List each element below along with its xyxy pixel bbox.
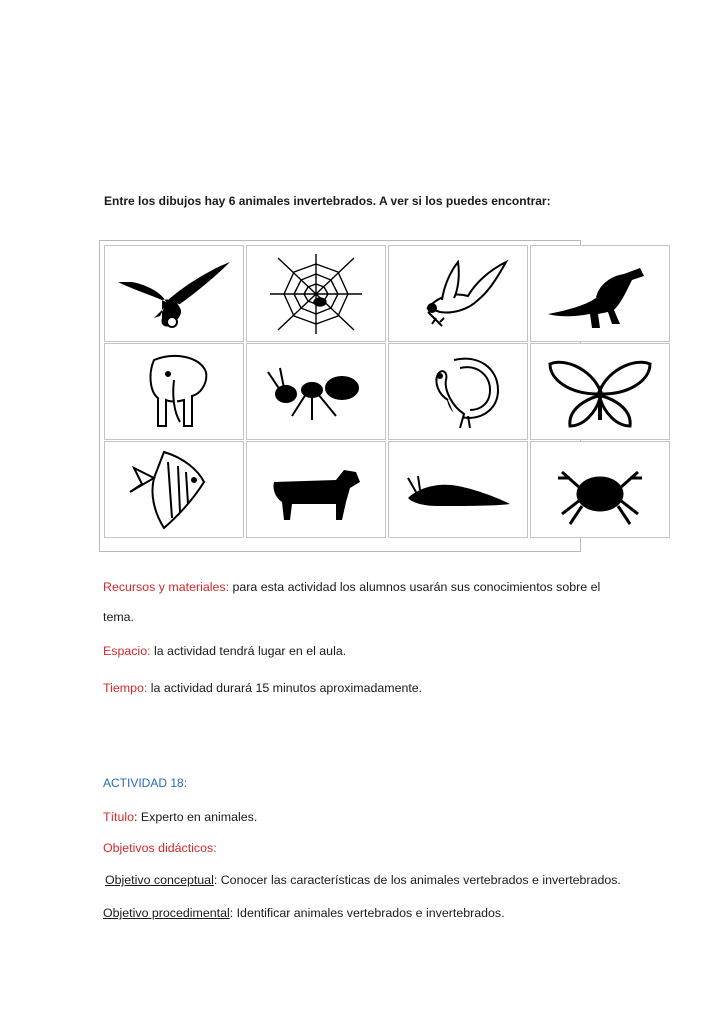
procedimental-text: : Identificar animales vertebrados e invertebrados. (229, 906, 505, 920)
dove-icon (388, 245, 528, 342)
conceptual-line (103, 873, 621, 887)
butterfly-icon (530, 343, 670, 440)
animal-grid (99, 240, 581, 552)
ant-icon (246, 343, 386, 440)
spider-web-icon (246, 245, 386, 342)
titulo-line (103, 810, 257, 824)
conceptual-label: Objetivo conceptual (105, 873, 214, 887)
espacio-label: Espacio: (103, 644, 151, 658)
titulo-text: : Experto en animales. (134, 810, 258, 824)
eagle-icon (104, 245, 244, 342)
cow-icon (246, 441, 386, 538)
recursos-line (103, 580, 600, 594)
recursos-label: Recursos y materiales: (103, 580, 230, 594)
recursos-text: para esta actividad los alumnos usarán sus conocimientos sobre el (229, 580, 601, 594)
slug-icon (388, 441, 528, 538)
objetivos-heading: Objetivos didácticos: (103, 841, 217, 855)
tiempo-text: la actividad durará 15 minutos aproximadamente. (147, 681, 423, 695)
crab-icon (530, 441, 670, 538)
activity-heading: ACTIVIDAD 18: (103, 776, 188, 790)
tiempo-label: Tiempo: (103, 681, 148, 695)
turkey-icon (388, 343, 528, 440)
elephant-icon (104, 343, 244, 440)
procedimental-label: Objetivo procedimental (103, 906, 230, 920)
angelfish-icon (104, 441, 244, 538)
tiempo-line (103, 681, 422, 695)
espacio-text: la actividad tendrá lugar en el aula. (150, 644, 347, 658)
dinosaur-icon (530, 245, 670, 342)
recursos-cont: tema. (103, 610, 134, 624)
procedimental-line (103, 906, 505, 920)
espacio-line (103, 644, 346, 658)
conceptual-text: : Conocer las características de los animales vertebrados e invertebrados. (213, 873, 621, 887)
titulo-label: Título (103, 810, 134, 824)
intro-text: Entre los dibujos hay 6 animales invertebrados. A ver si los puedes encontrar: (104, 194, 551, 208)
